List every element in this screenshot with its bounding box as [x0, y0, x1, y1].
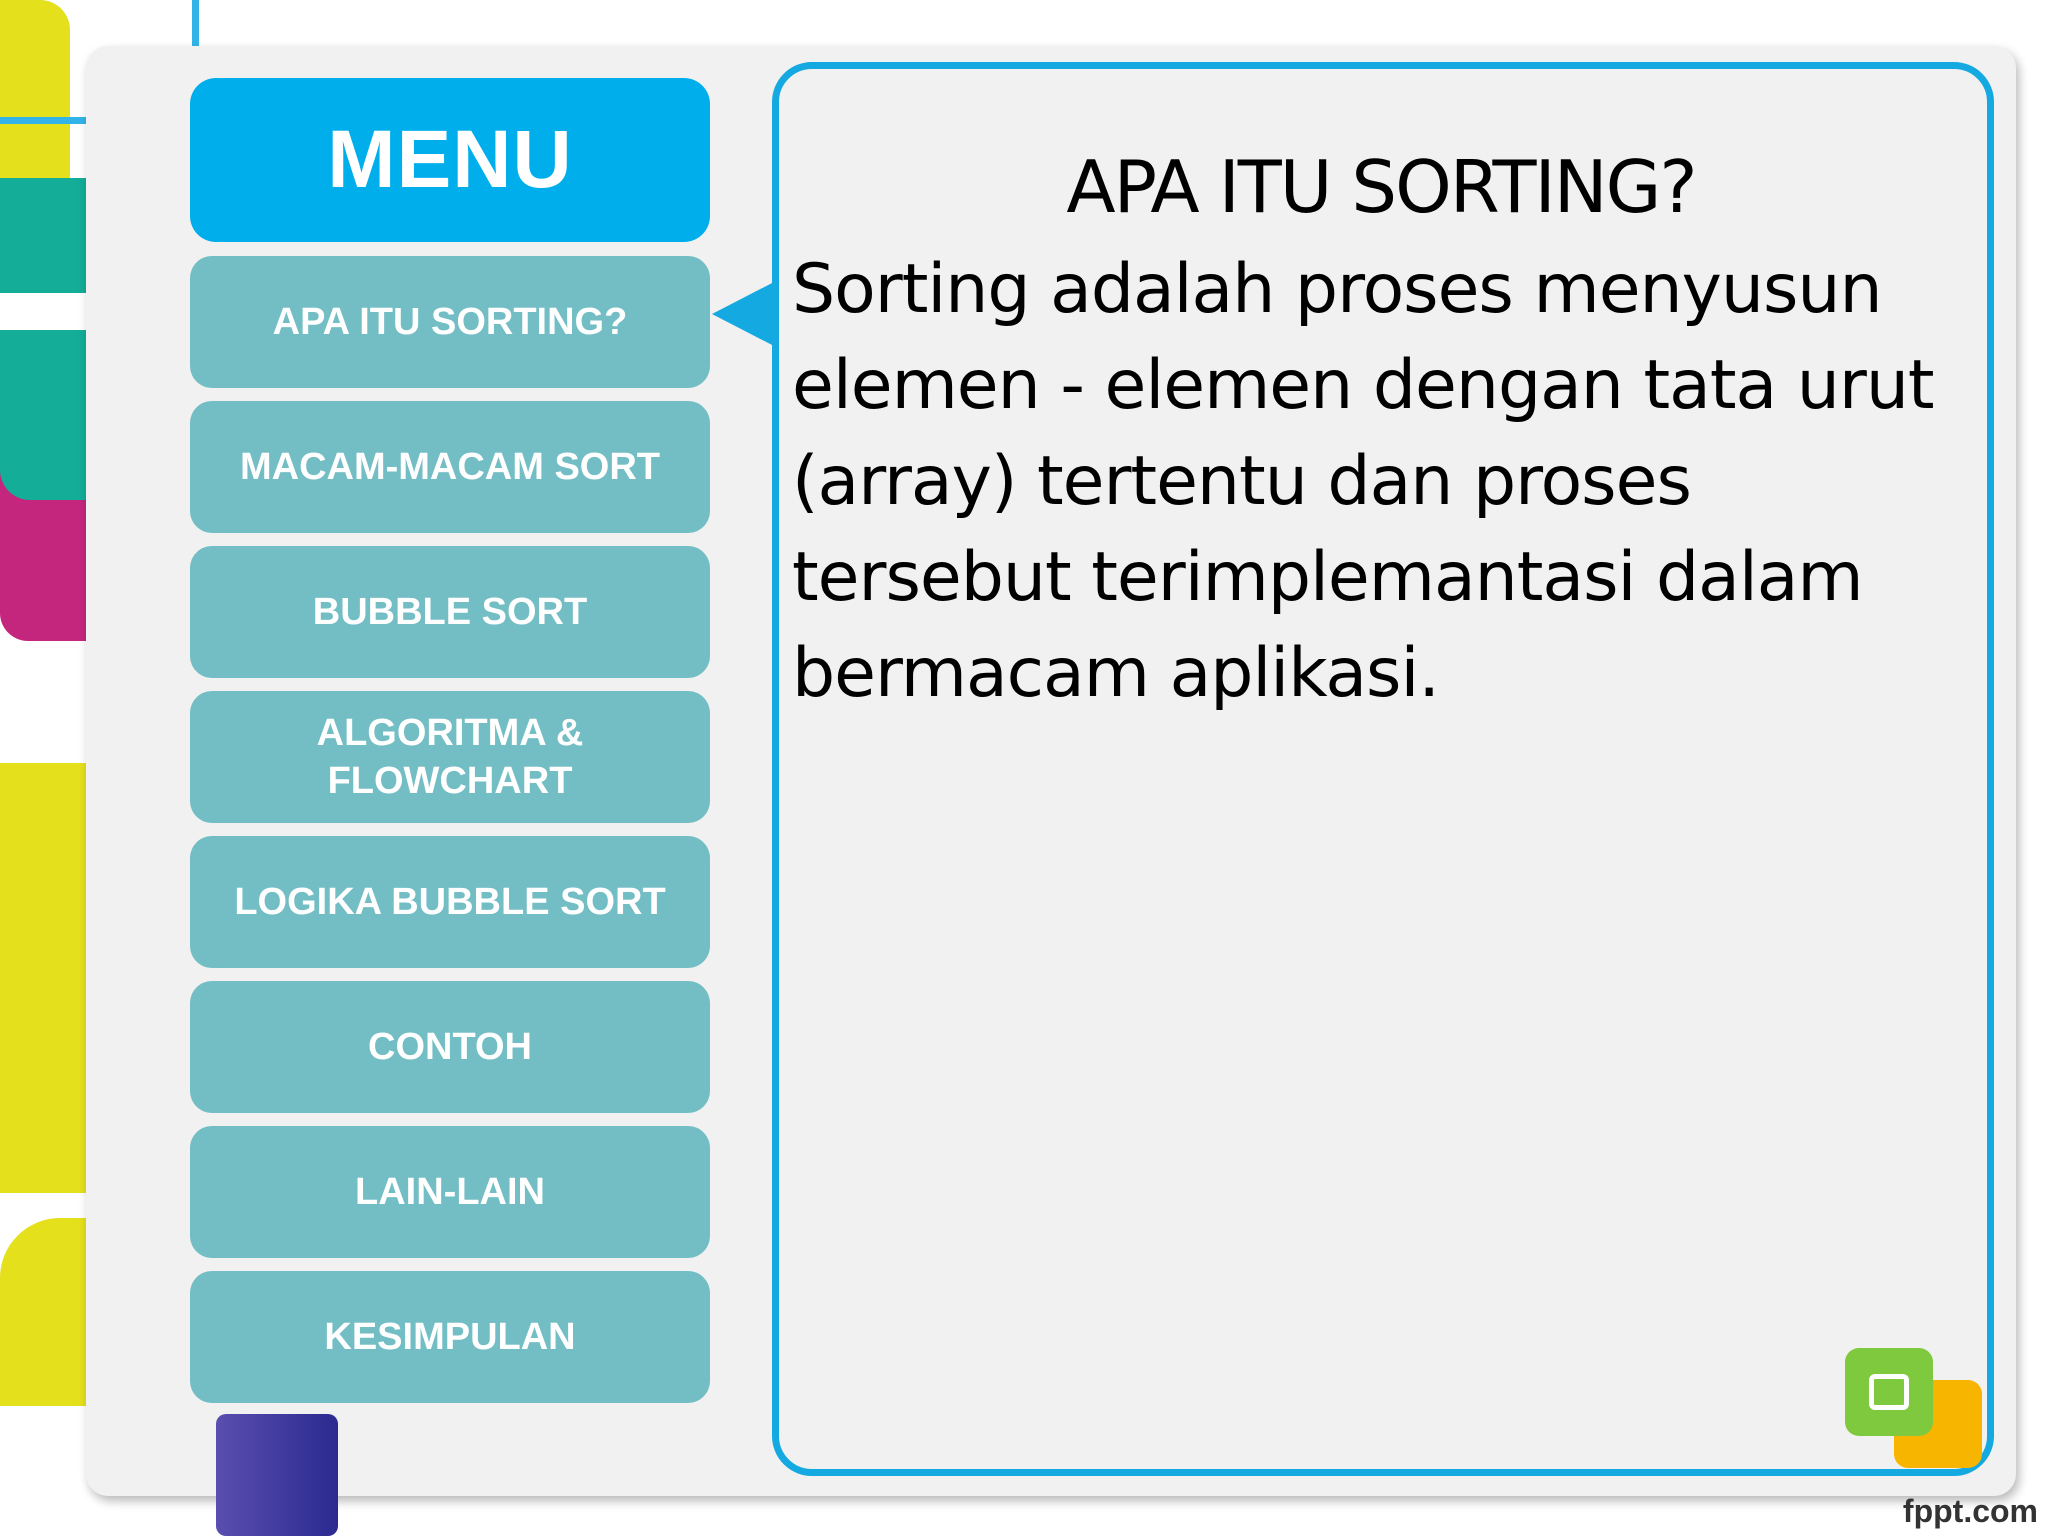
menu-item-contoh[interactable]: CONTOH [190, 981, 710, 1113]
menu-item-apa-itu-sorting[interactable]: APA ITU SORTING? [190, 256, 710, 388]
menu-item-kesimpulan[interactable]: KESIMPULAN [190, 1271, 710, 1403]
watermark: fppt.com [1902, 1493, 2038, 1529]
menu-item-logika-bubble-sort[interactable]: LOGIKA BUBBLE SORT [190, 836, 710, 968]
menu-item-macam-macam-sort[interactable]: MACAM-MACAM SORT [190, 401, 710, 533]
menu-item-lain-lain[interactable]: LAIN-LAIN [190, 1126, 710, 1258]
square-icon [1869, 1374, 1909, 1410]
content-body: Sorting adalah proses menyusun elemen - elemen dengan tata urut (array) tertentu dan proses tersebut terimplemantasi dalam bermacam aplikasi. [792, 250, 1934, 713]
menu-header: MENU [190, 78, 710, 242]
menu-item-bubble-sort[interactable]: BUBBLE SORT [190, 546, 710, 678]
deco-purple-square [216, 1414, 338, 1536]
pointer-arrow-icon [712, 282, 774, 346]
menu-item-algoritma-flowchart[interactable]: ALGORITMA & FLOWCHART [190, 691, 710, 823]
content-title: APA ITU SORTING? [1066, 145, 1696, 229]
home-button[interactable] [1845, 1348, 1933, 1436]
